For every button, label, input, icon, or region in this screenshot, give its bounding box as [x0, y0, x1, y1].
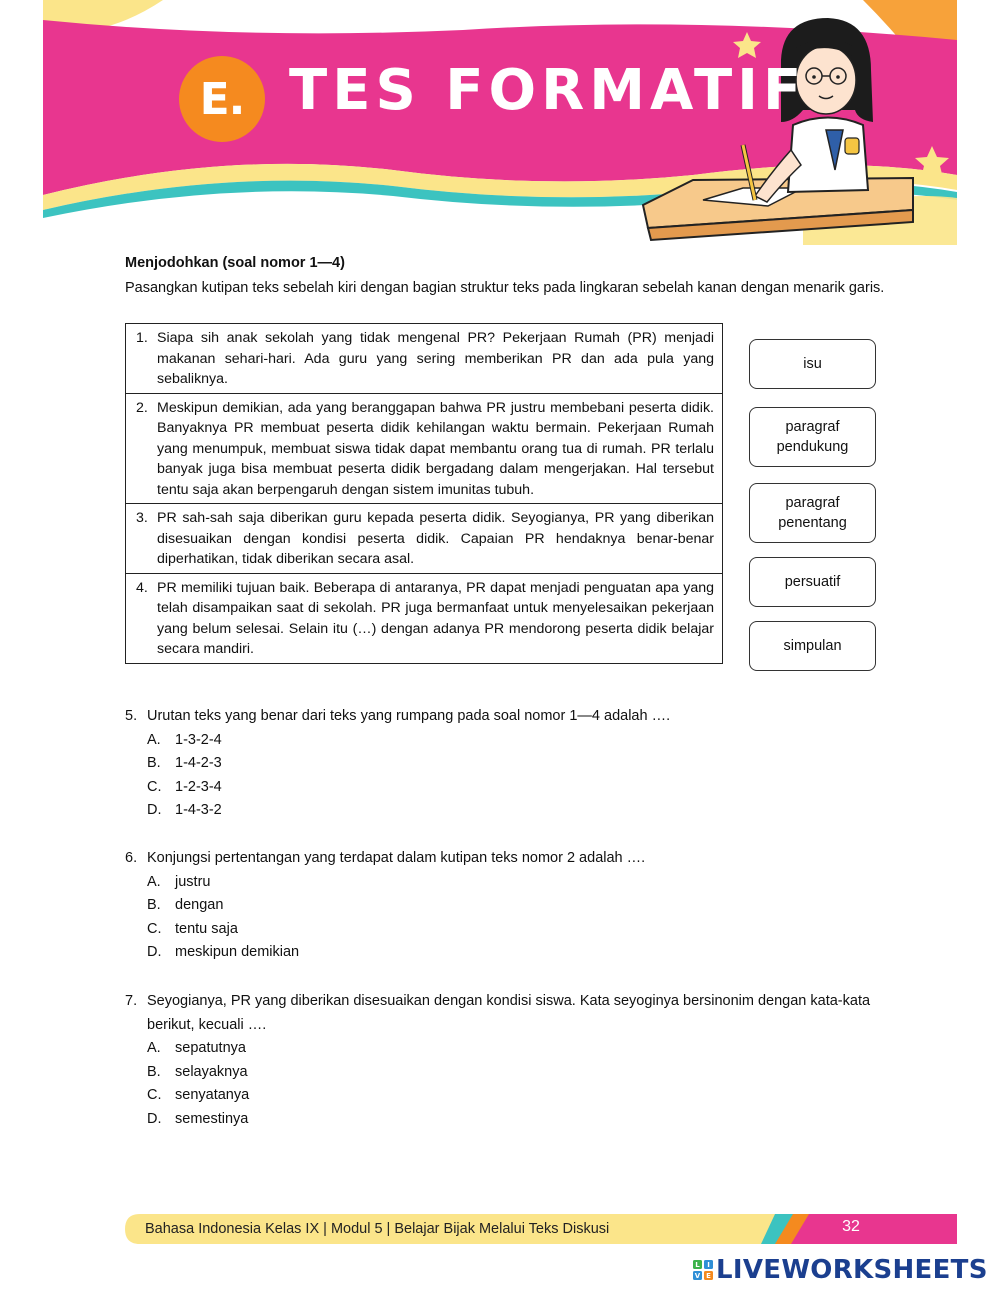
match-item[interactable] [126, 504, 722, 574]
option-text: tentu saja [175, 920, 238, 937]
option-text: 1-2-3-4 [175, 778, 222, 795]
question-number: 5. [125, 708, 138, 724]
option-text: dengan [175, 897, 224, 913]
option-letter: C. [147, 920, 162, 937]
option-d[interactable] [147, 941, 885, 965]
answer-box-paragraf-pendukung[interactable]: paragraf pendukung [749, 407, 876, 467]
option-d[interactable] [147, 799, 885, 823]
logo-cell: I [704, 1260, 713, 1269]
question-7 [125, 990, 885, 1131]
instruction-text: Pasangkan kutipan teks sebelah kiri dengan bagian struktur teks pada lingkaran sebelah kanan dengan menarik garis. [125, 280, 885, 296]
option-text: senyatanya [175, 1087, 250, 1103]
page-footer [125, 1214, 957, 1244]
question-5 [125, 705, 885, 823]
match-item-text: PR memiliki tujuan baik. Beberapa di antaranya, PR dapat menjadi penguatan apa yang telah disampaikan saat di sekolah. PR juga bermanfaat untuk menyelesaikan pekerjaan yang belum selesai. Selain itu (…) dengan adanya PR mendorong peserta didik belajar secara mandiri. [157, 579, 714, 657]
matching-table [125, 323, 723, 664]
option-letter: A. [147, 873, 161, 890]
option-letter: B. [147, 1063, 161, 1080]
option-a[interactable] [147, 871, 885, 895]
option-text: 1-3-2-4 [175, 731, 222, 748]
option-letter: D. [147, 1110, 162, 1127]
option-text: selayaknya [175, 1063, 248, 1080]
option-letter: C. [147, 778, 162, 795]
option-c[interactable] [147, 918, 885, 942]
option-letter: A. [147, 731, 161, 748]
option-text: justru [175, 873, 211, 890]
page-title: TES FORMATIF [289, 58, 807, 123]
option-letter: D. [147, 944, 162, 960]
match-item[interactable] [126, 574, 722, 663]
option-text: 1-4-2-3 [175, 755, 222, 771]
logo-grid-icon [693, 1260, 713, 1280]
option-letter: D. [147, 802, 162, 818]
option-letter: B. [147, 755, 161, 771]
logo-cell: E [704, 1271, 713, 1280]
match-item-number: 2. [136, 399, 148, 416]
option-c[interactable] [147, 1084, 885, 1108]
option-text: semestinya [175, 1110, 249, 1127]
answer-box-isu[interactable]: isu [749, 339, 876, 389]
logo-cell: L [693, 1260, 702, 1269]
option-b[interactable] [147, 1061, 885, 1085]
header-banner [43, 0, 957, 245]
section-title: Menjodohkan (soal nomor 1—4) [125, 255, 345, 271]
option-a[interactable] [147, 1037, 885, 1061]
option-c[interactable] [147, 776, 885, 800]
section-badge: E. [179, 56, 265, 142]
option-b[interactable] [147, 752, 885, 776]
option-text: 1-4-3-2 [175, 802, 222, 818]
page-number: 32 [842, 1218, 860, 1235]
question-text: Seyogianya, PR yang diberikan disesuaikan dengan kondisi siswa. Kata seyoginya bersinonim dengan kata-kata berikut, kecuali …. [147, 993, 871, 1033]
liveworksheets-logo [693, 1254, 988, 1286]
match-item-text: Meskipun demikian, ada yang beranggapan bahwa PR justru membebani peserta didik. Banyaknya PR membuat peserta didik kehilangan waktu bermain. Pekerjaan Rumah yang menumpuk, membuat siswa tidak dapat membantu orang tua di rumah. PR terlalu banyak juga bisa membuat peserta didik bergadang dalam mengerjakan. Hal tersebut tentu saja akan berpengaruh dengan sistem imunitas tubuh. [157, 399, 714, 498]
answer-box-paragraf-penentang[interactable]: paragraf penentang [749, 483, 876, 543]
option-letter: B. [147, 897, 161, 913]
question-number: 7. [125, 993, 138, 1009]
brand-text: LIVEWORKSHEETS [716, 1255, 988, 1285]
match-item[interactable] [126, 324, 722, 394]
question-text: Konjungsi pertentangan yang terdapat dalam kutipan teks nomor 2 adalah …. [147, 850, 646, 866]
answer-box-simpulan[interactable]: simpulan [749, 621, 876, 671]
option-text: sepatutnya [175, 1040, 246, 1056]
match-item-text: Siapa sih anak sekolah yang tidak mengenal PR? Pekerjaan Rumah (PR) menjadi makanan sehari-hari. Ada guru yang sering memberikan PR dan ada pula yang sebaliknya. [157, 330, 714, 387]
option-letter: A. [147, 1040, 161, 1056]
match-item[interactable] [126, 394, 722, 505]
match-item-number: 3. [136, 510, 148, 526]
match-item-text: PR sah-sah saja diberikan guru kepada peserta didik. Seyogianya, PR yang diberikan disesuaikan dengan kondisi peserta didik. Capaian PR hendaknya benar-benar diperhatikan, tidak diberikan secara asal. [157, 510, 714, 567]
match-item-number: 1. [136, 330, 148, 346]
answer-box-persuatif[interactable]: persuatif [749, 557, 876, 607]
question-6 [125, 847, 885, 965]
option-letter: C. [147, 1087, 162, 1103]
question-text: Urutan teks yang benar dari teks yang rumpang pada soal nomor 1—4 adalah …. [147, 708, 671, 724]
option-a[interactable] [147, 729, 885, 753]
option-text: meskipun demikian [175, 944, 300, 960]
footer-text: Bahasa Indonesia Kelas IX | Modul 5 | Belajar Bijak Melalui Teks Diskusi [145, 1221, 610, 1237]
match-item-number: 4. [136, 579, 148, 596]
option-b[interactable] [147, 894, 885, 918]
option-d[interactable] [147, 1108, 885, 1132]
logo-cell: V [694, 1271, 701, 1280]
question-number: 6. [125, 850, 138, 866]
